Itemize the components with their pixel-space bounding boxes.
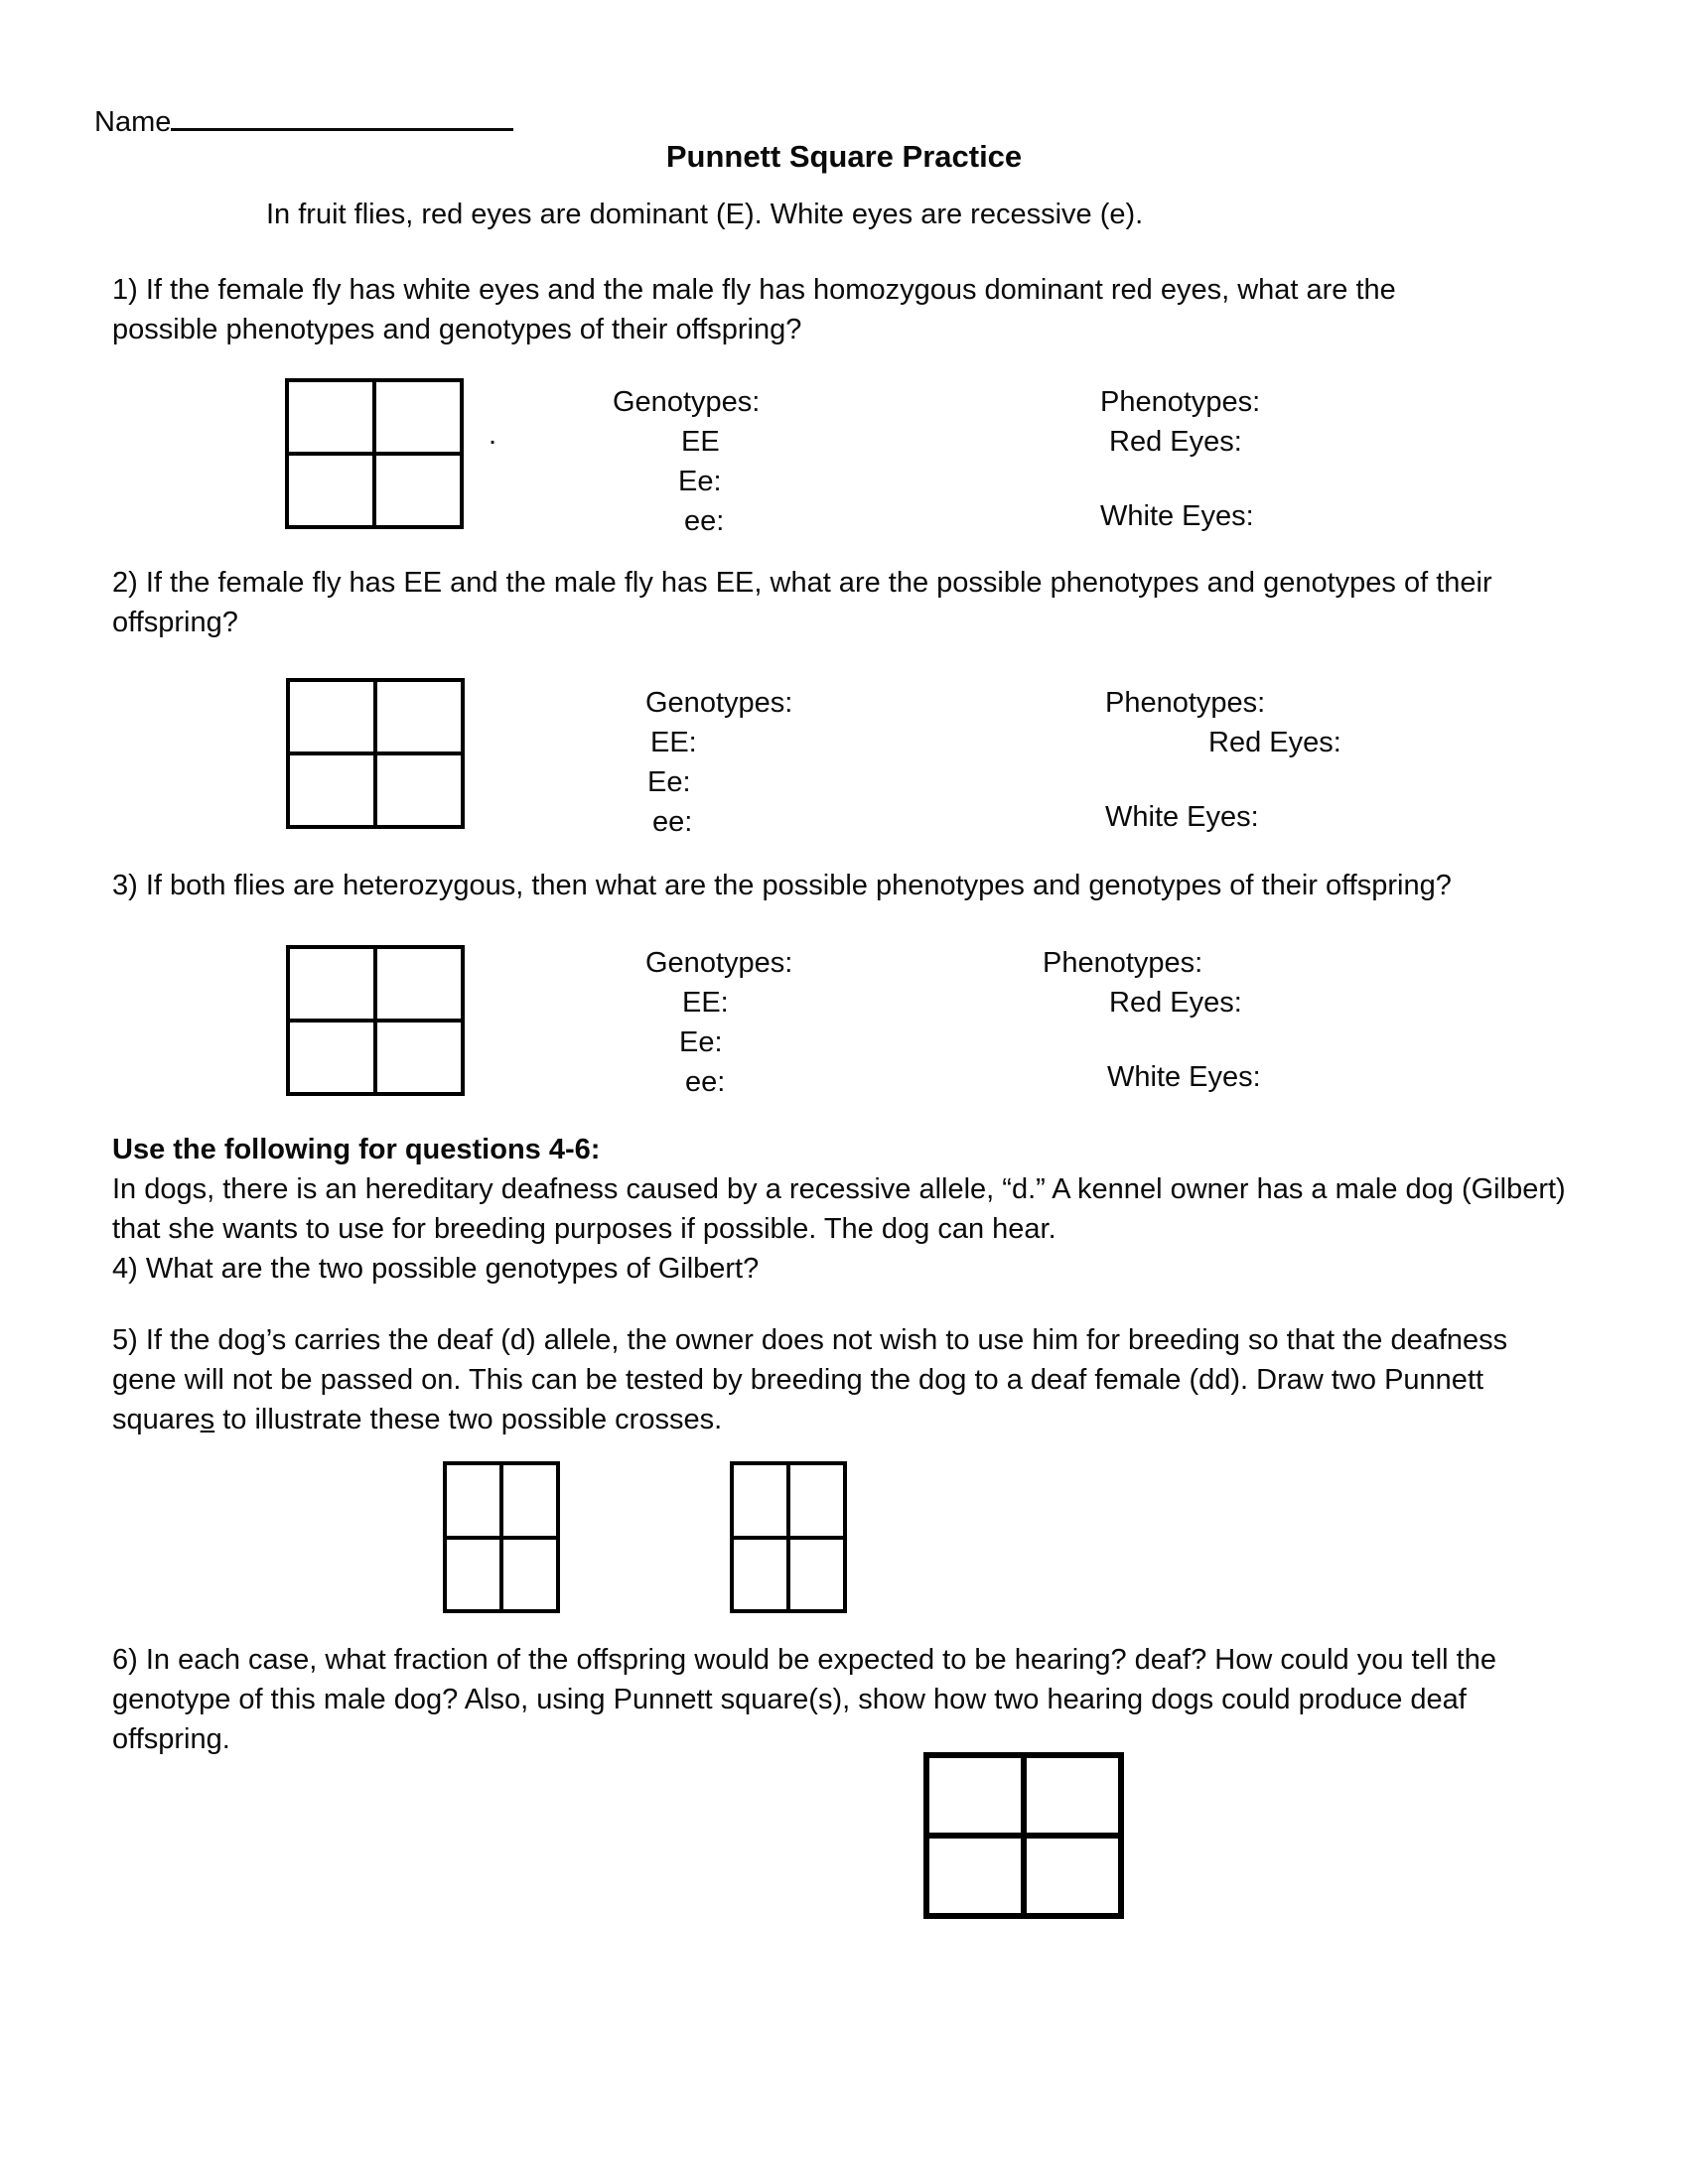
punnett-cell[interactable] [926,1755,1024,1836]
question-1-text: 1) If the female fly has white eyes and the male fly has homozygous dominant red eyes, what are the possible phenotypes and genotypes of their offspring? [112,274,1396,345]
q2-genotypes-column [645,683,792,842]
genotype-option: Ee: [678,466,722,497]
punnett-cell[interactable] [445,1538,501,1612]
genotypes-label: Genotypes: [645,687,793,719]
name-row [94,97,513,142]
punnett-cell[interactable] [375,947,463,1021]
punnett-cell[interactable] [788,1538,845,1612]
punnett-cell[interactable] [1024,1836,1121,1916]
genotype-option: ee: [685,1066,726,1098]
punnett-cell[interactable] [375,753,463,827]
question-2-text: 2) If the female fly has EE and the male fly has EE, what are the possible phenotypes and genotypes of their offspring? [112,567,1492,638]
question-3-text: 3) If both flies are heterozygous, then what are the possible phenotypes and genotypes of their offspring? [112,870,1452,901]
punnett-square-q5-right[interactable] [730,1461,847,1613]
punnett-cell[interactable] [375,1021,463,1094]
section-4-6-heading: Use the following for questions 4-6: [112,1134,601,1165]
period-mark: . [489,419,497,451]
genotype-option: EE [681,426,720,458]
punnett-square-q6[interactable] [923,1752,1124,1919]
punnett-square-q1[interactable] [285,378,464,529]
phenotypes-label: Phenotypes: [1100,386,1261,418]
genotype-option: EE: [650,727,697,758]
punnett-square-q3[interactable] [286,945,465,1096]
genotypes-label: Genotypes: [613,386,761,418]
white-eyes-label: White Eyes: [1105,801,1259,833]
punnett-square-q5-left[interactable] [443,1461,560,1613]
punnett-cell[interactable] [501,1538,558,1612]
underlined-s: s [200,1404,215,1435]
genotype-option: ee: [684,505,725,537]
punnett-cell[interactable] [788,1463,845,1538]
q3-phenotypes-column [1043,943,1261,1097]
q1-genotypes-column [613,382,760,541]
blank-space [1105,762,1341,797]
intro-text: In fruit flies, red eyes are dominant (E). White eyes are recessive (e). [266,199,1144,230]
name-blank-line[interactable] [171,97,513,131]
question-4-text: 4) What are the two possible genotypes of Gilbert? [112,1253,760,1285]
question-5-text [112,1320,1512,1439]
punnett-cell[interactable] [288,680,375,753]
red-eyes-label: Red Eyes: [1208,727,1341,758]
red-eyes-label: Red Eyes: [1109,426,1242,458]
genotype-option: ee: [652,806,693,838]
punnett-cell[interactable] [288,947,375,1021]
page-title: Punnett Square Practice [665,139,1023,174]
q1-phenotypes-column [1100,382,1260,536]
punnett-cell[interactable] [374,380,462,454]
genotypes-label: Genotypes: [645,947,793,979]
punnett-cell[interactable] [732,1538,788,1612]
punnett-cell[interactable] [732,1463,788,1538]
blank-space [1043,1023,1261,1057]
punnett-cell[interactable] [445,1463,501,1538]
white-eyes-label: White Eyes: [1107,1061,1261,1093]
punnett-cell[interactable] [1024,1755,1121,1836]
phenotypes-label: Phenotypes: [1043,947,1203,979]
punnett-cell[interactable] [288,1021,375,1094]
genotype-option: Ee: [647,766,691,798]
blank-space [1100,462,1260,496]
phenotypes-label: Phenotypes: [1105,687,1266,719]
punnett-cell[interactable] [926,1836,1024,1916]
q2-phenotypes-column [1105,683,1341,837]
question-6-text: 6) In each case, what fraction of the offspring would be expected to be hearing? deaf? How could you tell the genotype of this male dog? Also, using Punnett square(s), show how two hearing dogs could produce deaf offspring. [112,1644,1496,1755]
punnett-cell[interactable] [287,454,374,527]
question-5-text-after: to illustrate these two possible crosses. [214,1404,723,1435]
punnett-cell[interactable] [287,380,374,454]
punnett-cell[interactable] [375,680,463,753]
punnett-cell[interactable] [288,753,375,827]
punnett-cell[interactable] [374,454,462,527]
punnett-square-q2[interactable] [286,678,465,829]
genotype-option: EE: [682,987,729,1019]
q3-genotypes-column [645,943,792,1102]
red-eyes-label: Red Eyes: [1109,987,1242,1019]
white-eyes-label: White Eyes: [1100,500,1254,532]
section-4-6-body: In dogs, there is an hereditary deafness caused by a recessive allele, “d.” A kennel owner has a male dog (Gilbert) that she wants to use for breeding purposes if possible. The dog can hear. [112,1173,1566,1245]
punnett-cell[interactable] [501,1463,558,1538]
section-4-6 [112,1130,1572,1289]
genotype-option: Ee: [679,1026,723,1058]
name-label: Name [94,106,172,138]
question-5-text-before: 5) If the dog’s carries the deaf (d) allele, the owner does not wish to use him for breeding so that the deafness gene will not be passed on. This can be tested by breeding the dog to a deaf female (dd). Draw two Punnett square [112,1324,1508,1435]
